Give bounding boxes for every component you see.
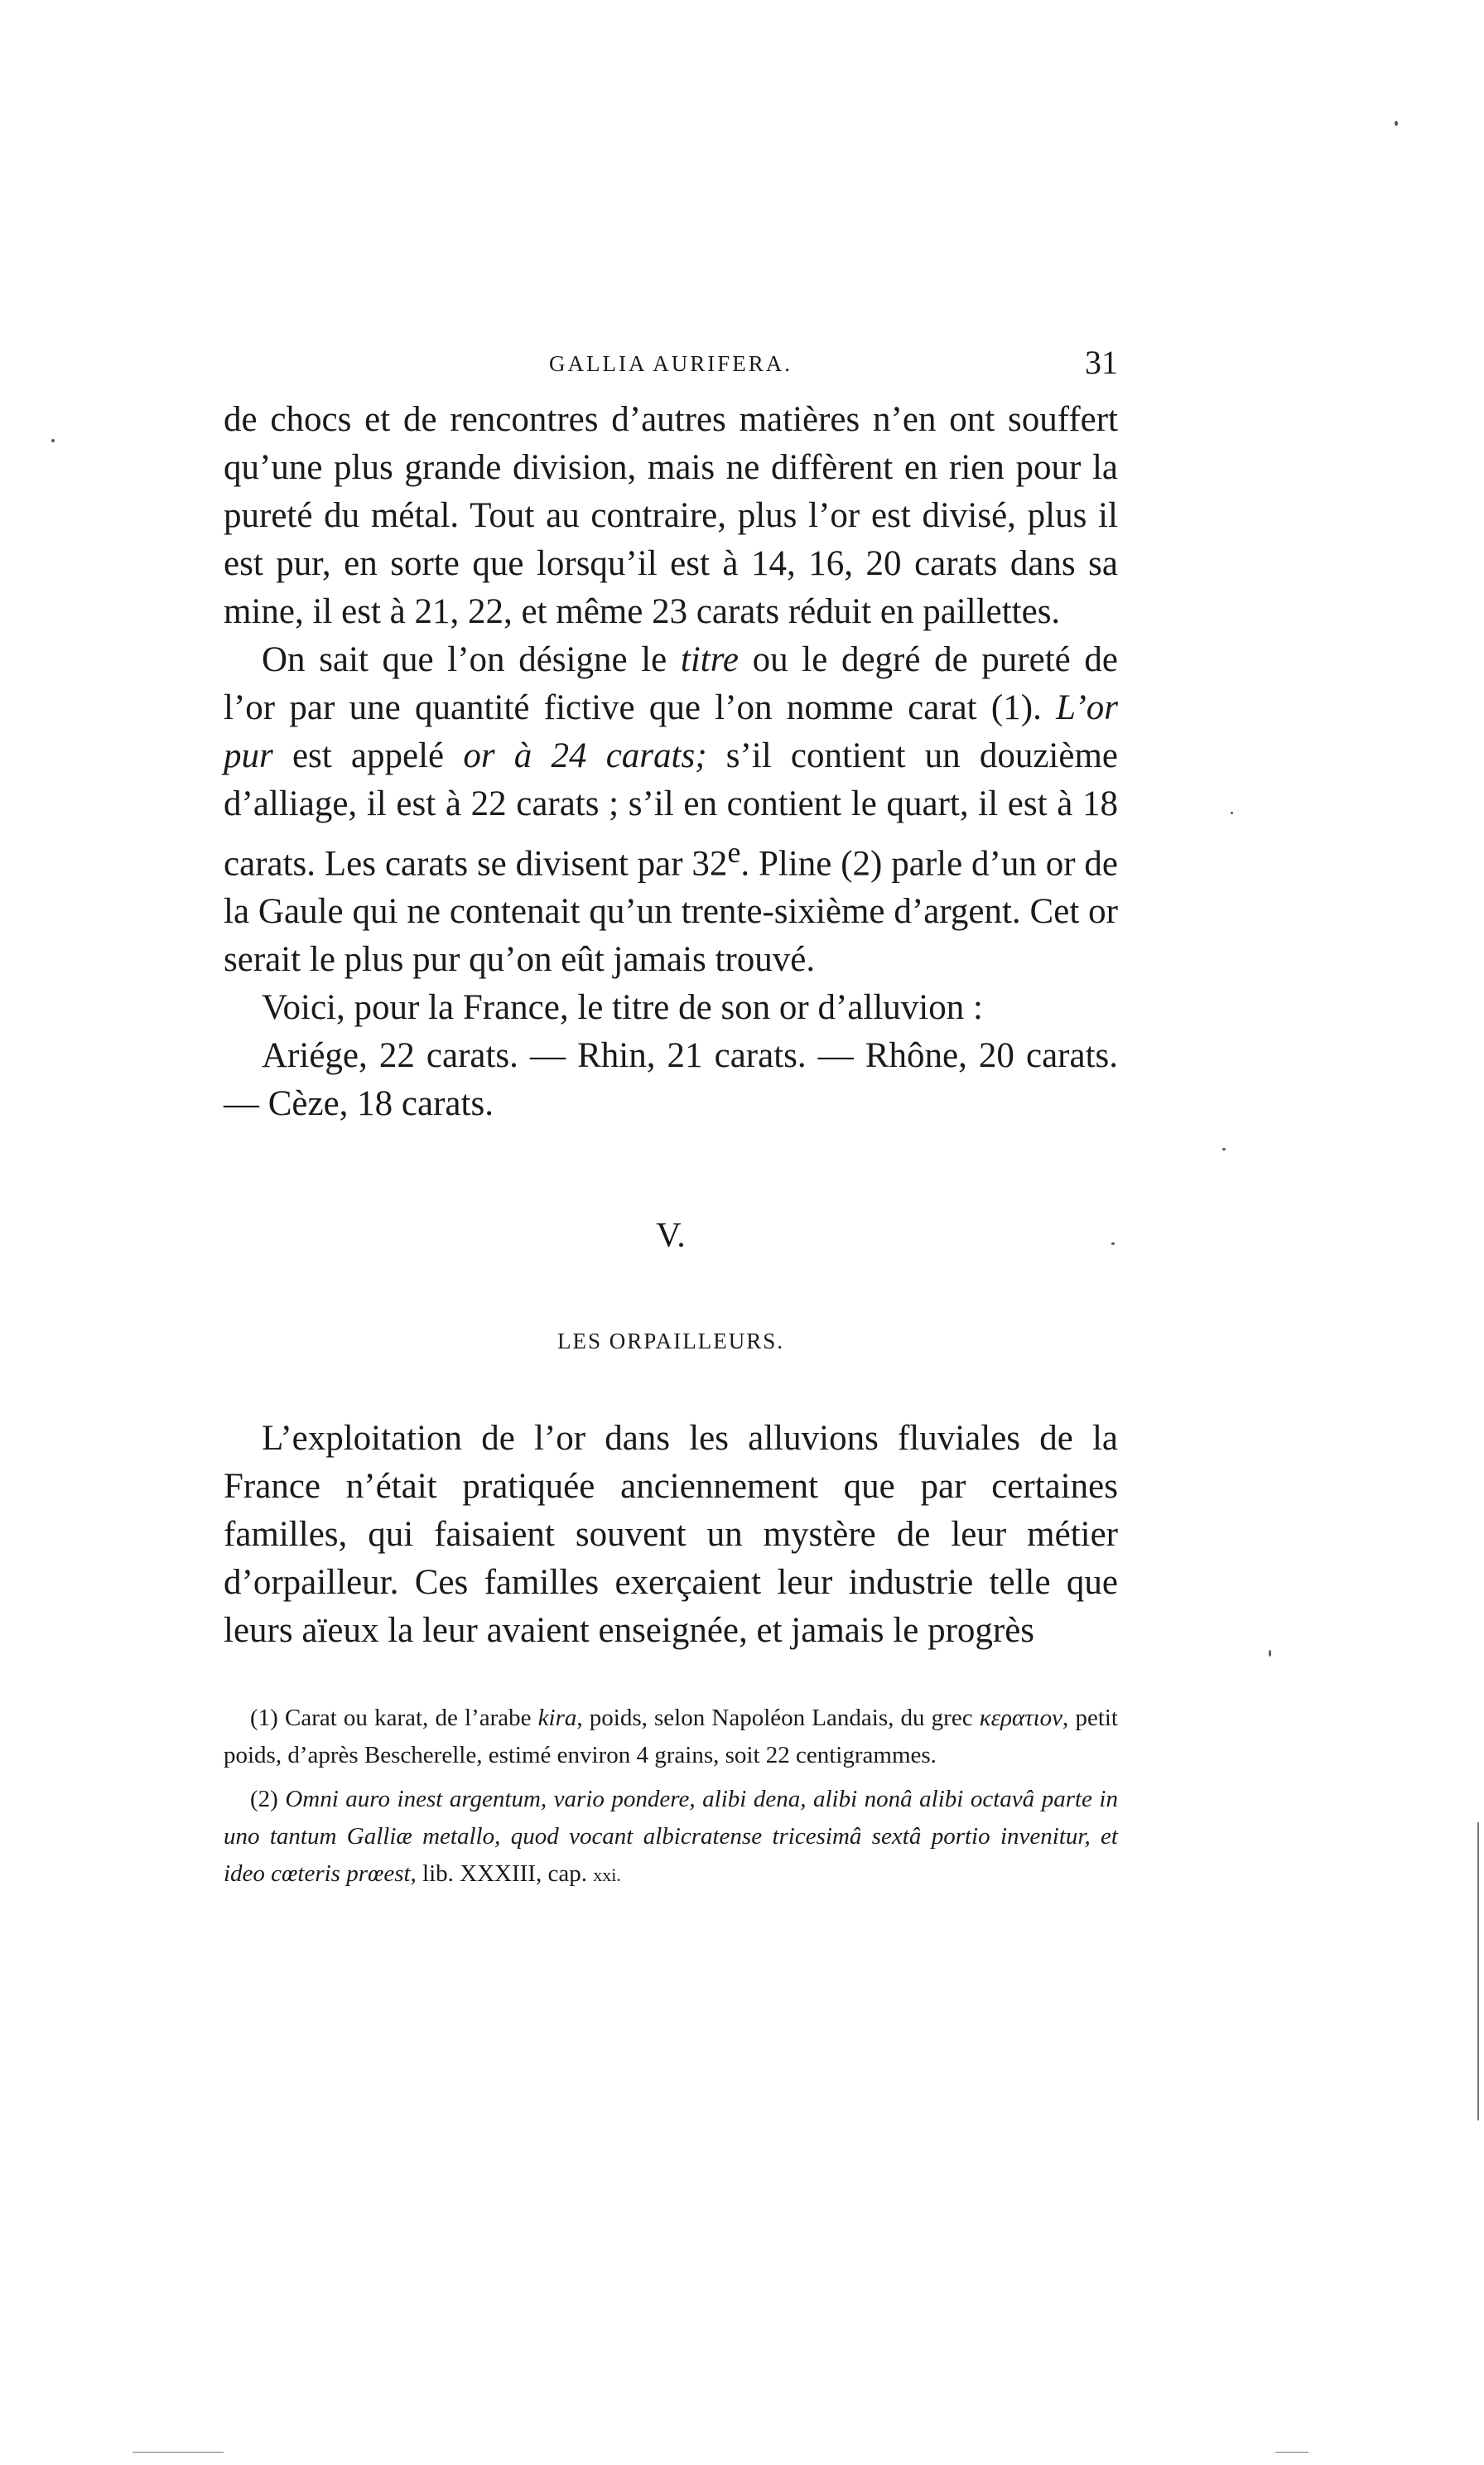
- footnote-2: [224, 1781, 1118, 1893]
- scan-edge-line: [1477, 1822, 1479, 2120]
- scan-edge-line: [132, 2452, 224, 2453]
- footnote-1: [224, 1700, 1118, 1774]
- italic-titre: titre: [680, 640, 739, 679]
- scan-speck: [51, 439, 55, 442]
- text-span: On sait que l’on désigne le: [262, 640, 681, 679]
- page-number: 31: [1085, 344, 1118, 381]
- text-span: (2): [250, 1786, 286, 1812]
- text-span: , poids, selon Napoléon Landais, du grec: [576, 1705, 980, 1731]
- text-span: ou le degré de pureté de l’or par une quantité fictive que l’on nomme carat (1).: [224, 640, 1118, 727]
- latin-quotation: Omni auro inest argentum, vario pondere, alibi dena, alibi nonâ alibi octavâ parte in uno tantum Galliæ metallo, quod vocant albicratense tricesimâ sextâ portio invenitur, et ideo cœteris prœest,: [224, 1786, 1118, 1887]
- paragraph-carats-list: Ariége, 22 carats. — Rhin, 21 carats. — Rhône, 20 carats. — Cèze, 18 carats.: [224, 1036, 1118, 1124]
- paragraph-carat: [224, 636, 1118, 984]
- scan-speck: [1231, 812, 1233, 814]
- text-span: lib. XXXIII, cap.: [416, 1860, 594, 1887]
- running-title: GALLIA AURIFERA.: [548, 351, 793, 376]
- main-text: [224, 396, 1118, 1128]
- section-text: [224, 1415, 1118, 1655]
- scan-speck: [1111, 1242, 1115, 1245]
- section-numeral: V.: [656, 1217, 686, 1255]
- running-head: [224, 343, 1118, 384]
- scan-speck: [1395, 121, 1398, 126]
- text-span: (1) Carat ou karat, de l’arabe: [250, 1705, 538, 1731]
- scan-edge-line: [1275, 2452, 1308, 2453]
- superscript-e: e: [727, 836, 741, 869]
- paragraph-titre-france: Voici, pour la France, le titre de son or d’alluvion :: [262, 988, 983, 1028]
- paragraph-continuation: de chocs et de rencontres d’autres matières n’en ont souffert qu’une plus grande division, mais ne diffèrent en rien pour la pureté du métal. Tout au contraire, plus l’or est divisé, plus il est pur, en sorte que lorsqu’il est à 14, 16, 20 carats dans sa mine, il est à 21, 22, et même 23 carats réduit en paillettes.: [224, 400, 1118, 631]
- text-span: est appelé: [272, 736, 464, 775]
- scan-speck: [1269, 1650, 1271, 1657]
- section-title: LES ORPAILLEURS.: [556, 1329, 785, 1353]
- text-span: , petit poids, d’après Bescherelle, estimé environ 4 grains, soit 22 centigrammes.: [224, 1705, 1118, 1768]
- text-span: s’il contient un douzième d’alliage, il est à 22 carats ; s’il en contient le quart, il est à 18 carats. Les carats se divisent par 32: [224, 736, 1118, 884]
- greek-word: κερατιον: [979, 1705, 1063, 1731]
- italic-kira: kira: [537, 1705, 577, 1731]
- italic-or-24-carats: or à 24 carats;: [463, 736, 707, 775]
- footnotes: [224, 1700, 1118, 1900]
- italic-or-pur: L’or pur: [224, 688, 1118, 775]
- text-span: . Pline (2) parle d’un or de la Gaule qui ne contenait qu’un trente-sixième d’argent. Cet or serait le plus pur qu’on eût jamais trouvé.: [224, 844, 1118, 980]
- paragraph-exploitation: L’exploitation de l’or dans les alluvions fluviales de la France n’était pratiquée anciennement que par certaines familles, qui faisaient souvent un mystère de leur métier d’orpailleur. Ces familles exerçaient leur industrie telle que leurs aïeux la leur avaient enseignée, et jamais le progrès: [224, 1419, 1118, 1650]
- small-caps-xxi: xxi.: [593, 1864, 621, 1885]
- scan-speck: [1222, 1148, 1226, 1150]
